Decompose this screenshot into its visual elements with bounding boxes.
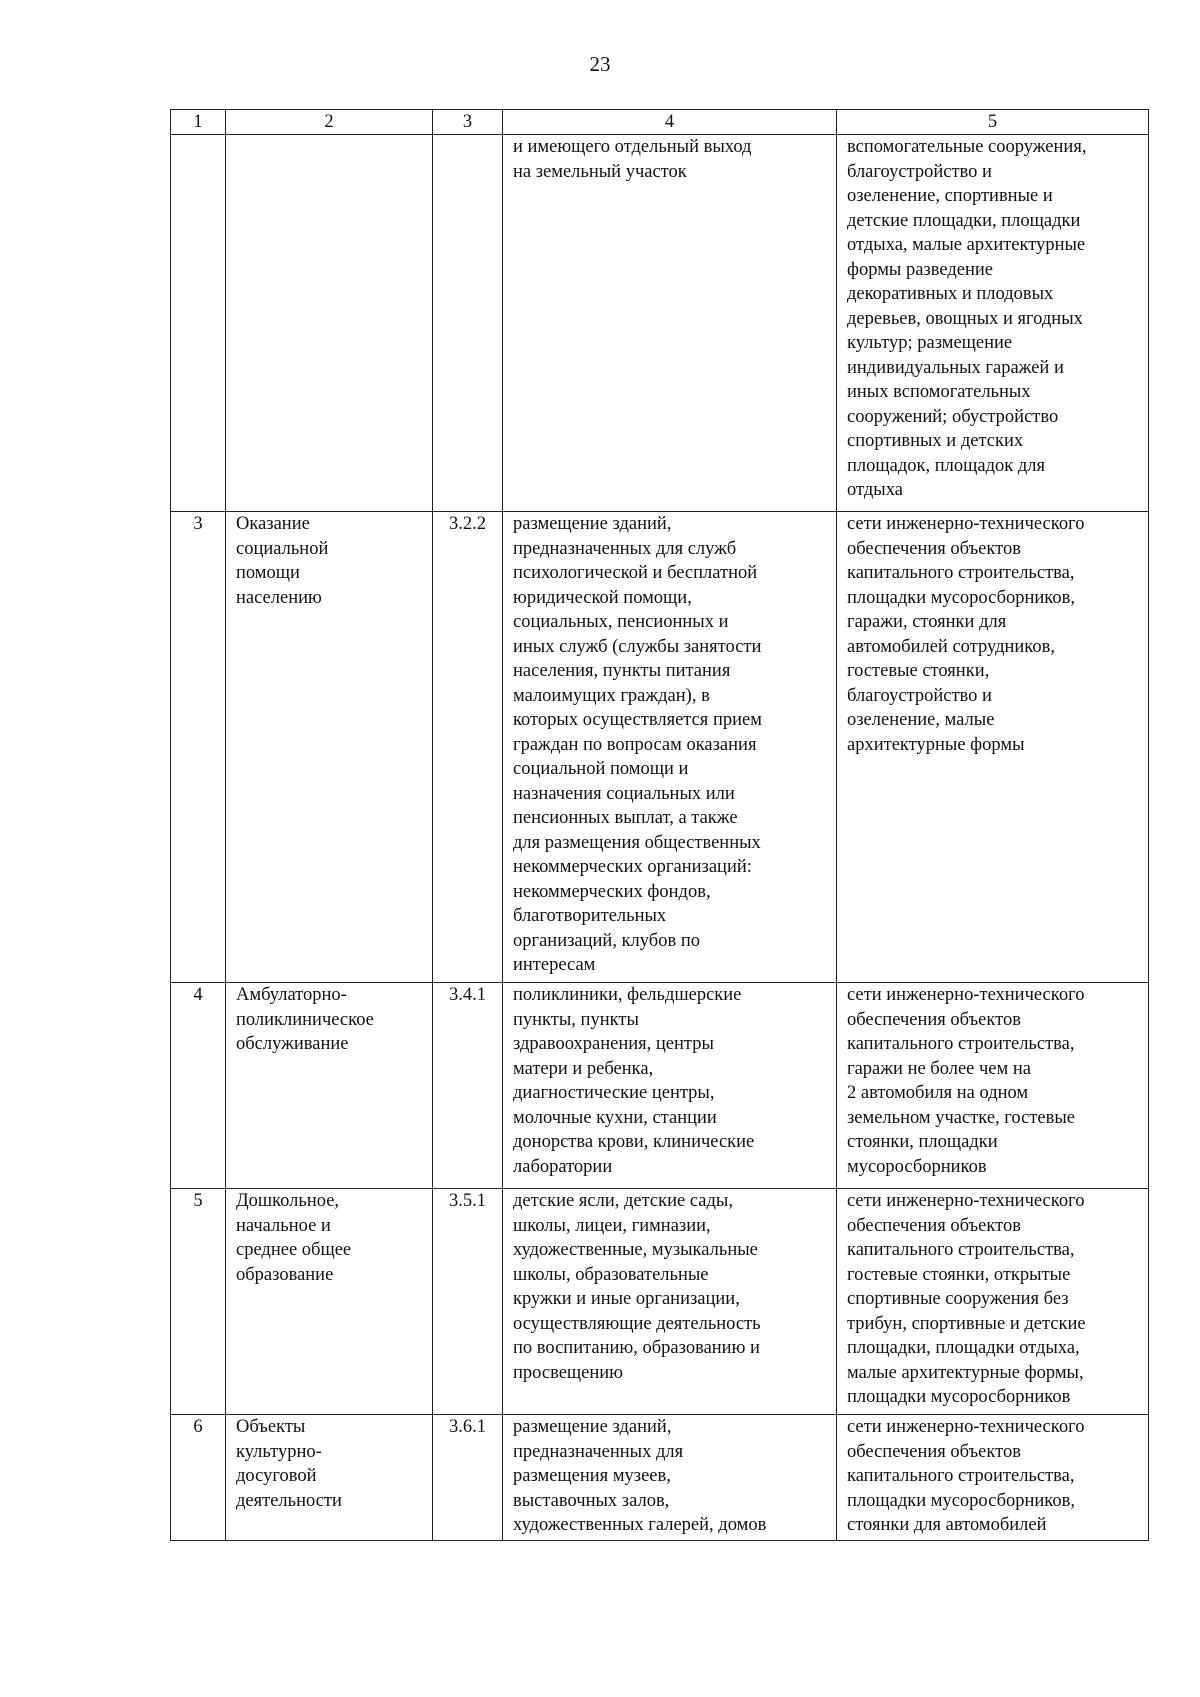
row-auxiliary-cell: сети инженерно-технического обеспечения объектов капитального строительства, площадки мусоросборников, стоянки для автомобилей — [837, 1415, 1149, 1541]
table-row — [171, 983, 1149, 1189]
table-row — [171, 512, 1149, 983]
row-number-cell: 4 — [171, 983, 226, 1189]
row-description-cell: размещение зданий, предназначенных для служб психологической и бесплатной юридической помощи, социальных, пенсионных и иных служб (службы занятости населения, пункты питания малоимущих граждан), в которых осуществляется прием граждан по вопросам оказания социальной помощи и назначения социальных или пенсионных выплат, а также для размещения общественных некоммерческих организаций: некоммерческих фондов, благотворительных организаций, клубов по интересам — [503, 512, 837, 983]
row-code-cell: 3.6.1 — [433, 1415, 503, 1541]
table-header-row — [171, 110, 1149, 135]
row-auxiliary-cell: сети инженерно-технического обеспечения объектов капитального строительства, гаражи не более чем на 2 автомобиля на одном земельном участке, гостевые стоянки, площадки мусоросборников — [837, 983, 1149, 1189]
row-auxiliary-cell: вспомогательные сооружения, благоустройство и озеленение, спортивные и детские площадки, площадки отдыха, малые архитектурные формы разведение декоративных и плодовых деревьев, овощных и ягодных культур; размещение индивидуальных гаражей и иных вспомогательных сооружений; обустройство спортивных и детских площадок, площадок для отдыха — [837, 135, 1149, 512]
row-number-cell — [171, 135, 226, 512]
row-code-cell: 3.5.1 — [433, 1189, 503, 1415]
row-auxiliary-cell: сети инженерно-технического обеспечения объектов капитального строительства, площадки мусоросборников, гаражи, стоянки для автомобилей сотрудников, гостевые стоянки, благоустройство и озеленение, малые архитектурные формы — [837, 512, 1149, 983]
row-description-cell: поликлиники, фельдшерские пункты, пункты здравоохранения, центры матери и ребенка, диагностические центры, молочные кухни, станции донорства крови, клинические лаборатории — [503, 983, 837, 1189]
row-description-cell: размещение зданий, предназначенных для размещения музеев, выставочных залов, художественных галерей, домов — [503, 1415, 837, 1541]
row-description-cell: и имеющего отдельный выход на земельный участок — [503, 135, 837, 512]
row-number-cell: 6 — [171, 1415, 226, 1541]
header-cell-description: 4 — [503, 110, 837, 135]
header-cell-number: 1 — [171, 110, 226, 135]
row-name-cell: Дошкольное, начальное и среднее общее образование — [226, 1189, 433, 1415]
row-auxiliary-cell: сети инженерно-технического обеспечения объектов капитального строительства, гостевые стоянки, открытые спортивные сооружения без трибун, спортивные и детские площадки, площадки отдыха, малые архитектурные формы, площадки мусоросборников — [837, 1189, 1149, 1415]
row-name-cell — [226, 135, 433, 512]
row-name-cell: Амбулаторно- поликлиническое обслуживание — [226, 983, 433, 1189]
row-code-cell — [433, 135, 503, 512]
header-cell-code: 3 — [433, 110, 503, 135]
row-code-cell: 3.4.1 — [433, 983, 503, 1189]
row-number-cell: 5 — [171, 1189, 226, 1415]
page-number: 23 — [589, 52, 611, 76]
table-row — [171, 1189, 1149, 1415]
row-description-cell: детские ясли, детские сады, школы, лицеи, гимназии, художественные, музыкальные школы, образовательные кружки и иные организации, осуществляющие деятельность по воспитанию, образованию и просвещению — [503, 1189, 837, 1415]
header-cell-name: 2 — [226, 110, 433, 135]
row-number-cell: 3 — [171, 512, 226, 983]
land-use-table — [170, 109, 1149, 1541]
row-code-cell: 3.2.2 — [433, 512, 503, 983]
table-row — [171, 135, 1149, 512]
header-cell-auxiliary: 5 — [837, 110, 1149, 135]
row-name-cell: Оказание социальной помощи населению — [226, 512, 433, 983]
row-name-cell: Объекты культурно- досуговой деятельности — [226, 1415, 433, 1541]
table-row — [171, 1415, 1149, 1541]
